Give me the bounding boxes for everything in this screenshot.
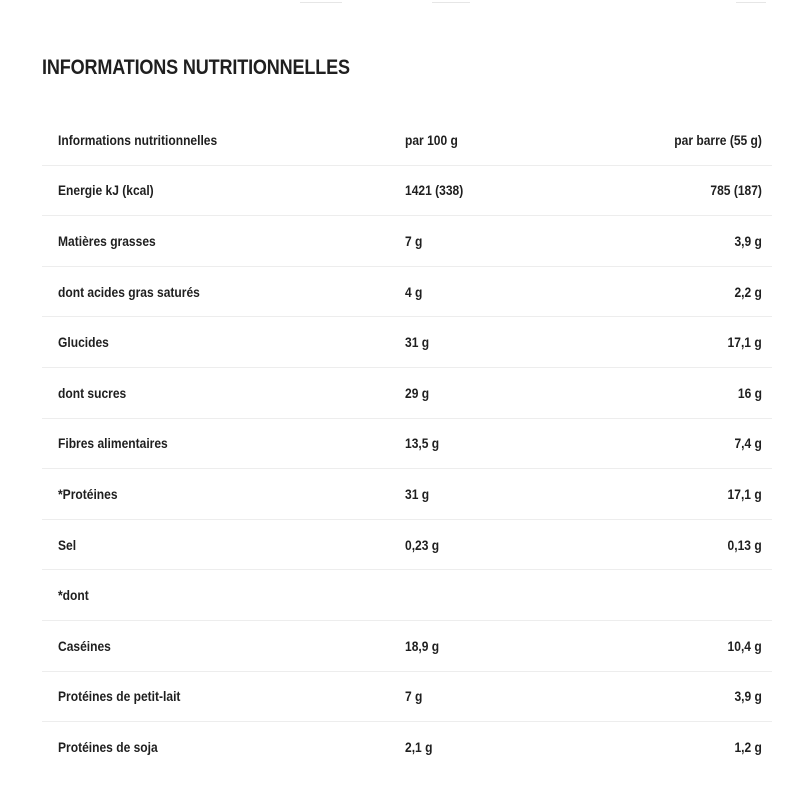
value-per-bar: 7,4 g <box>734 435 762 452</box>
nutrient-label: dont acides gras saturés <box>58 283 200 300</box>
header-per-100g: par 100 g <box>405 131 458 148</box>
nutrient-label: Fibres alimentaires <box>58 435 168 452</box>
nutrient-label: Glucides <box>58 334 109 351</box>
value-per-100g: 7 g <box>405 232 423 249</box>
value-per-100g: 7 g <box>405 688 423 705</box>
value-per-bar: 3,9 g <box>734 688 762 705</box>
value-per-100g: 13,5 g <box>405 435 440 452</box>
nutrient-label: Matières grasses <box>58 232 156 249</box>
value-per-bar: 16 g <box>737 384 762 401</box>
top-mark <box>300 2 342 3</box>
nutrient-label: *dont <box>58 587 89 604</box>
value-per-100g: 2,1 g <box>405 739 433 756</box>
table-row <box>42 216 772 267</box>
nutrient-label: Caséines <box>58 637 111 654</box>
table-row <box>42 166 772 217</box>
value-per-100g: 18,9 g <box>405 637 440 654</box>
nutrient-label: Protéines de soja <box>58 739 158 756</box>
nutrition-table <box>42 115 772 773</box>
table-row <box>42 267 772 318</box>
header-per-bar: par barre (55 g) <box>674 131 762 148</box>
value-per-100g: 1421 (338) <box>405 182 464 199</box>
value-per-100g: 29 g <box>405 384 430 401</box>
table-row <box>42 317 772 368</box>
value-per-100g: 0,23 g <box>405 536 440 553</box>
table-row <box>42 570 772 621</box>
value-per-100g: 31 g <box>405 334 430 351</box>
value-per-bar: 2,2 g <box>734 283 762 300</box>
value-per-100g: 4 g <box>405 283 423 300</box>
value-per-bar: 3,9 g <box>734 232 762 249</box>
table-row <box>42 672 772 723</box>
value-per-100g: 31 g <box>405 485 430 502</box>
value-per-bar: 1,2 g <box>734 739 762 756</box>
value-per-bar: 17,1 g <box>727 334 762 351</box>
table-row <box>42 419 772 470</box>
table-row <box>42 621 772 672</box>
section-title: INFORMATIONS NUTRITIONNELLES <box>42 56 350 79</box>
top-border-fragments <box>0 0 800 6</box>
top-mark <box>432 2 470 3</box>
value-per-bar: 785 (187) <box>710 182 762 199</box>
header-label: Informations nutritionnelles <box>58 131 218 148</box>
table-row <box>42 520 772 571</box>
nutrient-label: Protéines de petit-lait <box>58 688 181 705</box>
table-row <box>42 469 772 520</box>
nutrient-label: dont sucres <box>58 384 127 401</box>
top-mark <box>736 2 766 3</box>
value-per-bar: 10,4 g <box>727 637 762 654</box>
nutrient-label: *Protéines <box>58 485 118 502</box>
value-per-bar: 17,1 g <box>727 485 762 502</box>
value-per-bar: 0,13 g <box>727 536 762 553</box>
table-row <box>42 368 772 419</box>
table-header-row <box>42 115 772 166</box>
nutrient-label: Sel <box>58 536 77 553</box>
nutrient-label: Energie kJ (kcal) <box>58 182 154 199</box>
table-row <box>42 722 772 773</box>
